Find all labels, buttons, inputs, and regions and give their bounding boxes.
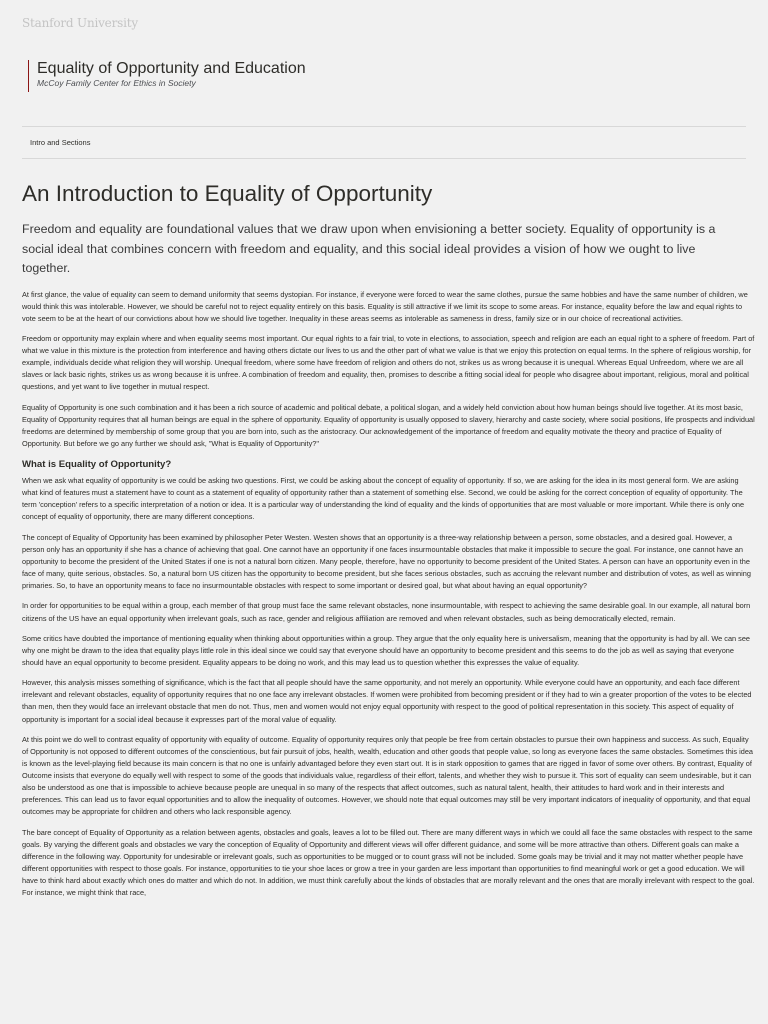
site-header: [28, 60, 306, 92]
lead-paragraph: Freedom and equality are foundational values that we draw upon when envisioning a better society. Equality of opportunity is a social ideal that combines concern with freedom and equality, and this social ideal provides a vision of how we ought to live together.: [22, 222, 716, 275]
site-subtitle[interactable]: McCoy Family Center for Ethics in Society: [37, 78, 196, 88]
paragraph: Some critics have doubted the importance of mentioning equality when thinking about opportunities within a group. They argue that the only equality here is universalism, meaning that the opportunity is had by all. We can see why one might be drawn to the idea that equality plays little role in this ideal since we could say that everyone should have an opportunity to become president and this seems to do the job as well as saying that everyone should have an equal opportunity to become president. Equality appears to be doing no work, and this may lead us to question whether this expresses the value of equality.: [22, 633, 751, 667]
paragraph: Freedom or opportunity may explain where and when equality seems most important. Our equal rights to a fair trial, to vote in elections, to association, speech and religion are each an equal right to a sphere of freedom. Part of what we value in this mixture is the protection from interference and having others dictate our lives to us and the other part of what we value is that we enjoy this protection on equal terms. In the sphere of religious worship, for example, individuals decide what religion they will worship. Unequal freedom, where some have freedom of religion and others do not, strikes us as wrong because it is unequal. Whereas Equal Unfreedom, where we are all slaves or lack basic rights, strikes us as wrong because it is unfree. A combination of freedom and equality, then, promises to describe a fitting social ideal for people who disagree about important, religious, moral and political questions, and yet want to live together in mutual respect.: [22, 333, 755, 392]
paragraph: Equality of Opportunity is one such combination and it has been a rich source of academic and political debate, a political slogan, and a widely held conviction about how human beings should live together. At its most basic, Equality of Opportunity requires that all human beings are equal in the sphere of opportunity. Equality of opportunity is usually opposed to slavery, hierarchy and caste society, where social positions, life prospects and individual freedoms are determined by membership of some group that you are born into, such as the aristocracy. Our acknowledgement of the importance of freedom and equality motivate the theory and practice of Equality of Opportunity. But before we go any further we should ask, "What is Equality of Opportunity?": [22, 402, 755, 448]
paragraph: At first glance, the value of equality can seem to demand uniformity that seems dystopian. For instance, if everyone were forced to wear the same clothes, pursue the same hobbies and have the same number of children, we would think this was intolerable. However, we should be careful not to reject equality entirely on this basis. Equality is still attractive if we limit its scope to some areas. For instance, equality before the law and equal rights to vote seem to be at the heart of our convictions about how we should live together. Inequality in these areas seems as intolerable as sameness in dress, family size or in our choice of recreational activities.: [22, 289, 748, 323]
paragraph: The bare concept of Equality of Opportunity as a relation between agents, obstacles and goals, leaves a lot to be filled out. There are many different ways in which we could all face the same obstacles with respect to the same goals. By varying the different goals and obstacles we vary the conception of Equality of Opportunity and different views will offer different guidance, and some will be more attractive than others. Different goals can make a difference in the following way. Opportunity for undesirable or irrelevant goals, such as opportunities to be mugged or to count grass will not be included. Some goals may be trivial and it may not matter whether people have different opportunities with respect to those goals. For instance, opportunities to tie your shoe laces or grow a tree in your garden are less important than opportunities to find meaningful work or get a good education. We will have to think hard about exactly which ones do matter and which do not. In addition, we must think carefully about the kinds of obstacles that are morally relevant and the ones that are morally irrelevant with respect to the goal. For instance, we might think that race,: [22, 827, 755, 898]
paragraph: In order for opportunities to be equal within a group, each member of that group must face the same relevant obstacles, none insurmountable, with respect to achieving the same desirable goal. In our example, all natural born citizens of the US have an equal opportunity when irrelevant goals, such as race, gender and religious affiliation are removed and when relevant obstacles, such as being democratically elected, remain.: [22, 601, 751, 623]
paragraph: The concept of Equality of Opportunity has been examined by philosopher Peter Westen. Westen shows that an opportunity is a three-way relationship between a person, some obstacles, and a desired goal. However, a person only has an opportunity if she has a chance of achieving that goal. One cannot have an opportunity if one faces insurmountable obstacles that make it impossible to secure the goal. For instance, one cannot have an opportunity to become the president of the United States if one is not a natural born citizen. Many people, therefore, have no opportunity to become president of the United States. A person can have an opportunity even in the face of many, quite serious, obstacles. So, a natural born US citizen has the opportunity to become president, but she faces serious obstacles, such as accruing the relevant number and distribution of votes, as well as winning primaries. So, to have an opportunity means to face no insurmountable obstacles with respect to some important or desired goal, but what about having an equal opportunity?: [22, 532, 751, 591]
nav-bottom-divider: [22, 158, 746, 159]
university-wordmark[interactable]: Stanford University: [22, 16, 138, 30]
page-title: An Introduction to Equality of Opportunity: [22, 181, 433, 206]
section-heading: What is Equality of Opportunity?: [22, 459, 172, 471]
nav-top-divider: [22, 126, 746, 127]
paragraph: When we ask what equality of opportunity is we could be asking two questions. First, we could be asking about the concept of equality of opportunity. If so, we are asking for the idea in its most general form. We are asking what kind of features must a statement have to count as a statement of equality of opportunity rather than a statement of something else. Second, we could be asking for the correct conception of equality of opportunity. The term 'conception' refers to a specific interpretation of a notion or idea. It is a particular way of understanding the kind of equality and the kinds of opportunities that are most valuable or more important. While there is only one concept of equality of opportunity, there are many different conceptions.: [22, 476, 745, 522]
nav-intro-and-sections-link[interactable]: Intro and Sections: [30, 138, 91, 147]
paragraph: However, this analysis misses something of significance, which is the fact that all people should have the same opportunity, and not merely an opportunity. While everyone could have an opportunity, and each face different irrelevant and relevant obstacles, equality of opportunity requires that no one face any irrelevant obstacles. If women were prohibited from becoming president or if they had to win a greater proportion of the votes to be elected than men, then they would face an irrelevant obstacle that men do not. Thus, men and women would not enjoy equal opportunity with respect to the good of political representation in this society. This aspect of equality of opportunity is important for a social ideal because it expresses part of the moral value of equality.: [22, 678, 752, 724]
site-title[interactable]: Equality of Opportunity and Education: [37, 60, 306, 77]
article-body: [22, 289, 756, 900]
article: [22, 180, 756, 907]
paragraph: At this point we do well to contrast equality of opportunity with equality of outcome. Equality of opportunity requires only that people be free from certain obstacles to pursue their own happiness and success. As such, Equality of Opportunity is not opposed to different outcomes of the conscientious, but fair pursuit of jobs, health, wealth, education and other goods that people value, so long as everyone faces the same obstacles. Sometimes this idea is known as the level-playing field because its main concern is that no one is unfairly advantaged before they even start out. It is in stark opposition to games that are rigged in favor of some over others. By contrast, Equality of Outcome insists that everyone do equally well with respect to some of the goods that individuals value, regardless of their effort, talents, and whether they wish to pursue it. This sort of equality can seem undesirable, but it can also be understood as one that is impossible to achieve because people are unequal in so many of the respects that affect outcomes, such as natural talent, health, their attitudes to hard work and in their interests and preferences. This can lead us to favor equal opportunities and to allow the inequality of outcomes. However, we should note that equal outcomes may still be very important indicators of inequality of opportunity, and that equal outcomes may be appropriate for children and others who lack responsible agency.: [22, 734, 754, 817]
